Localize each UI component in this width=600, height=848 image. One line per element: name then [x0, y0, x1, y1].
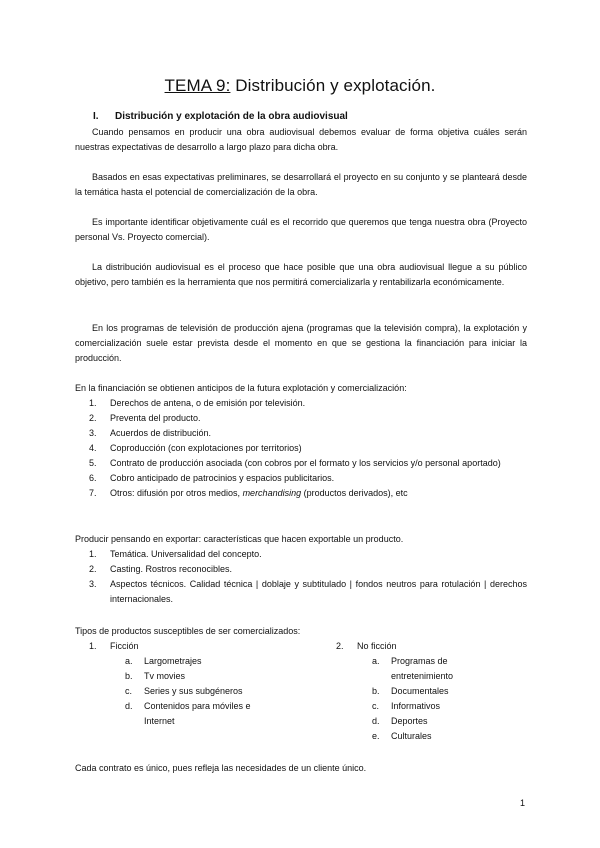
list-item: e. Culturales — [372, 731, 432, 741]
fiction-column — [89, 639, 309, 729]
closing-text: Cada contrato es único, pues refleja las necesidades de un cliente único. — [75, 763, 367, 773]
paragraph-2: Basados en esas expectativas preliminares, se desarrollará el proyecto en su conjunto y se planteará desde la temática hasta el potencial de comercialización de la obra. — [75, 172, 527, 197]
list-item: 7. Otros: difusión por otros medios, merchandising (productos derivados), etc — [89, 488, 408, 498]
page-number: 1 — [520, 798, 526, 808]
list-item: 3. Aspectos técnicos. Calidad técnica | doblaje y subtitulado | fondos neutros para rotulación | derechos internacionales. — [89, 579, 527, 604]
list-item: 5. Contrato de producción asociada (con cobros por el formato y los servicios y/o personal aportado) — [89, 458, 501, 468]
export-intro: Producir pensando en exportar: características que hacen exportable un producto. — [75, 534, 404, 544]
list-item: d. Deportes — [372, 716, 428, 726]
financing-intro: En la financiación se obtienen anticipos de la futura explotación y comercialización: — [75, 383, 407, 393]
list-item: c. Informativos — [372, 701, 441, 711]
fiction-list — [89, 654, 309, 729]
nonfiction-heading: 2. No ficción — [336, 641, 397, 651]
section-heading-text: Distribución y explotación de la obra audiovisual — [115, 111, 348, 122]
title-prefix: TEMA 9: — [164, 76, 231, 95]
page-title — [0, 76, 600, 96]
list-item: 4. Coproducción (con explotaciones por territorios) — [89, 443, 302, 453]
list-item: d. Contenidos para móviles e Internet — [125, 701, 251, 726]
title-text: Distribución y explotación. — [230, 76, 436, 95]
list-item: 3. Acuerdos de distribución. — [89, 428, 212, 438]
section-heading — [93, 111, 348, 122]
paragraph-1: Cuando pensamos en producir una obra audiovisual debemos evaluar de forma objetiva cuáles serán nuestras expectativas de desarrollo a largo plazo para dicha obra. — [75, 127, 527, 152]
fiction-heading: 1. Ficción — [89, 641, 139, 651]
list-item: b. Documentales — [372, 686, 449, 696]
section-number: I. — [93, 111, 99, 122]
list-item: 1. Temática. Universalidad del concepto. — [89, 549, 262, 559]
list-item: 2. Preventa del producto. — [89, 413, 201, 423]
financing-list — [75, 396, 527, 501]
list-item: 1. Derechos de antena, o de emisión por televisión. — [89, 398, 306, 408]
list-item: 6. Cobro anticipado de patrocinios y espacios publicitarios. — [89, 473, 335, 483]
paragraph-3: Es importante identificar objetivamente cuál es el recorrido que queremos que tenga nuestra obra (Proyecto personal Vs. Proyecto comercial). — [75, 217, 527, 242]
list-item: b. Tv movies — [125, 671, 186, 681]
export-list — [75, 547, 527, 607]
paragraph-5: En los programas de televisión de producción ajena (programas que la televisión compra), la explotación y comercialización suele estar prevista desde el momento en que se gestiona la financiación para iniciar la producción. — [75, 323, 527, 363]
nonfiction-list — [336, 654, 526, 744]
list-item: a. Programas de entretenimiento — [372, 656, 454, 681]
list-item: c. Series y sus subgéneros — [125, 686, 243, 696]
list-item: a. Largometrajes — [125, 656, 202, 666]
paragraph-4: La distribución audiovisual es el proceso que hace posible que una obra audiovisual llegue a su público objetivo, pero también es la herramienta que nos permitirá comercializarla y rentabilizarla económicamente. — [75, 262, 527, 287]
products-intro: Tipos de productos susceptibles de ser comercializados: — [75, 626, 301, 636]
nonfiction-column — [336, 639, 526, 744]
list-item: 2. Casting. Rostros reconocibles. — [89, 564, 233, 574]
